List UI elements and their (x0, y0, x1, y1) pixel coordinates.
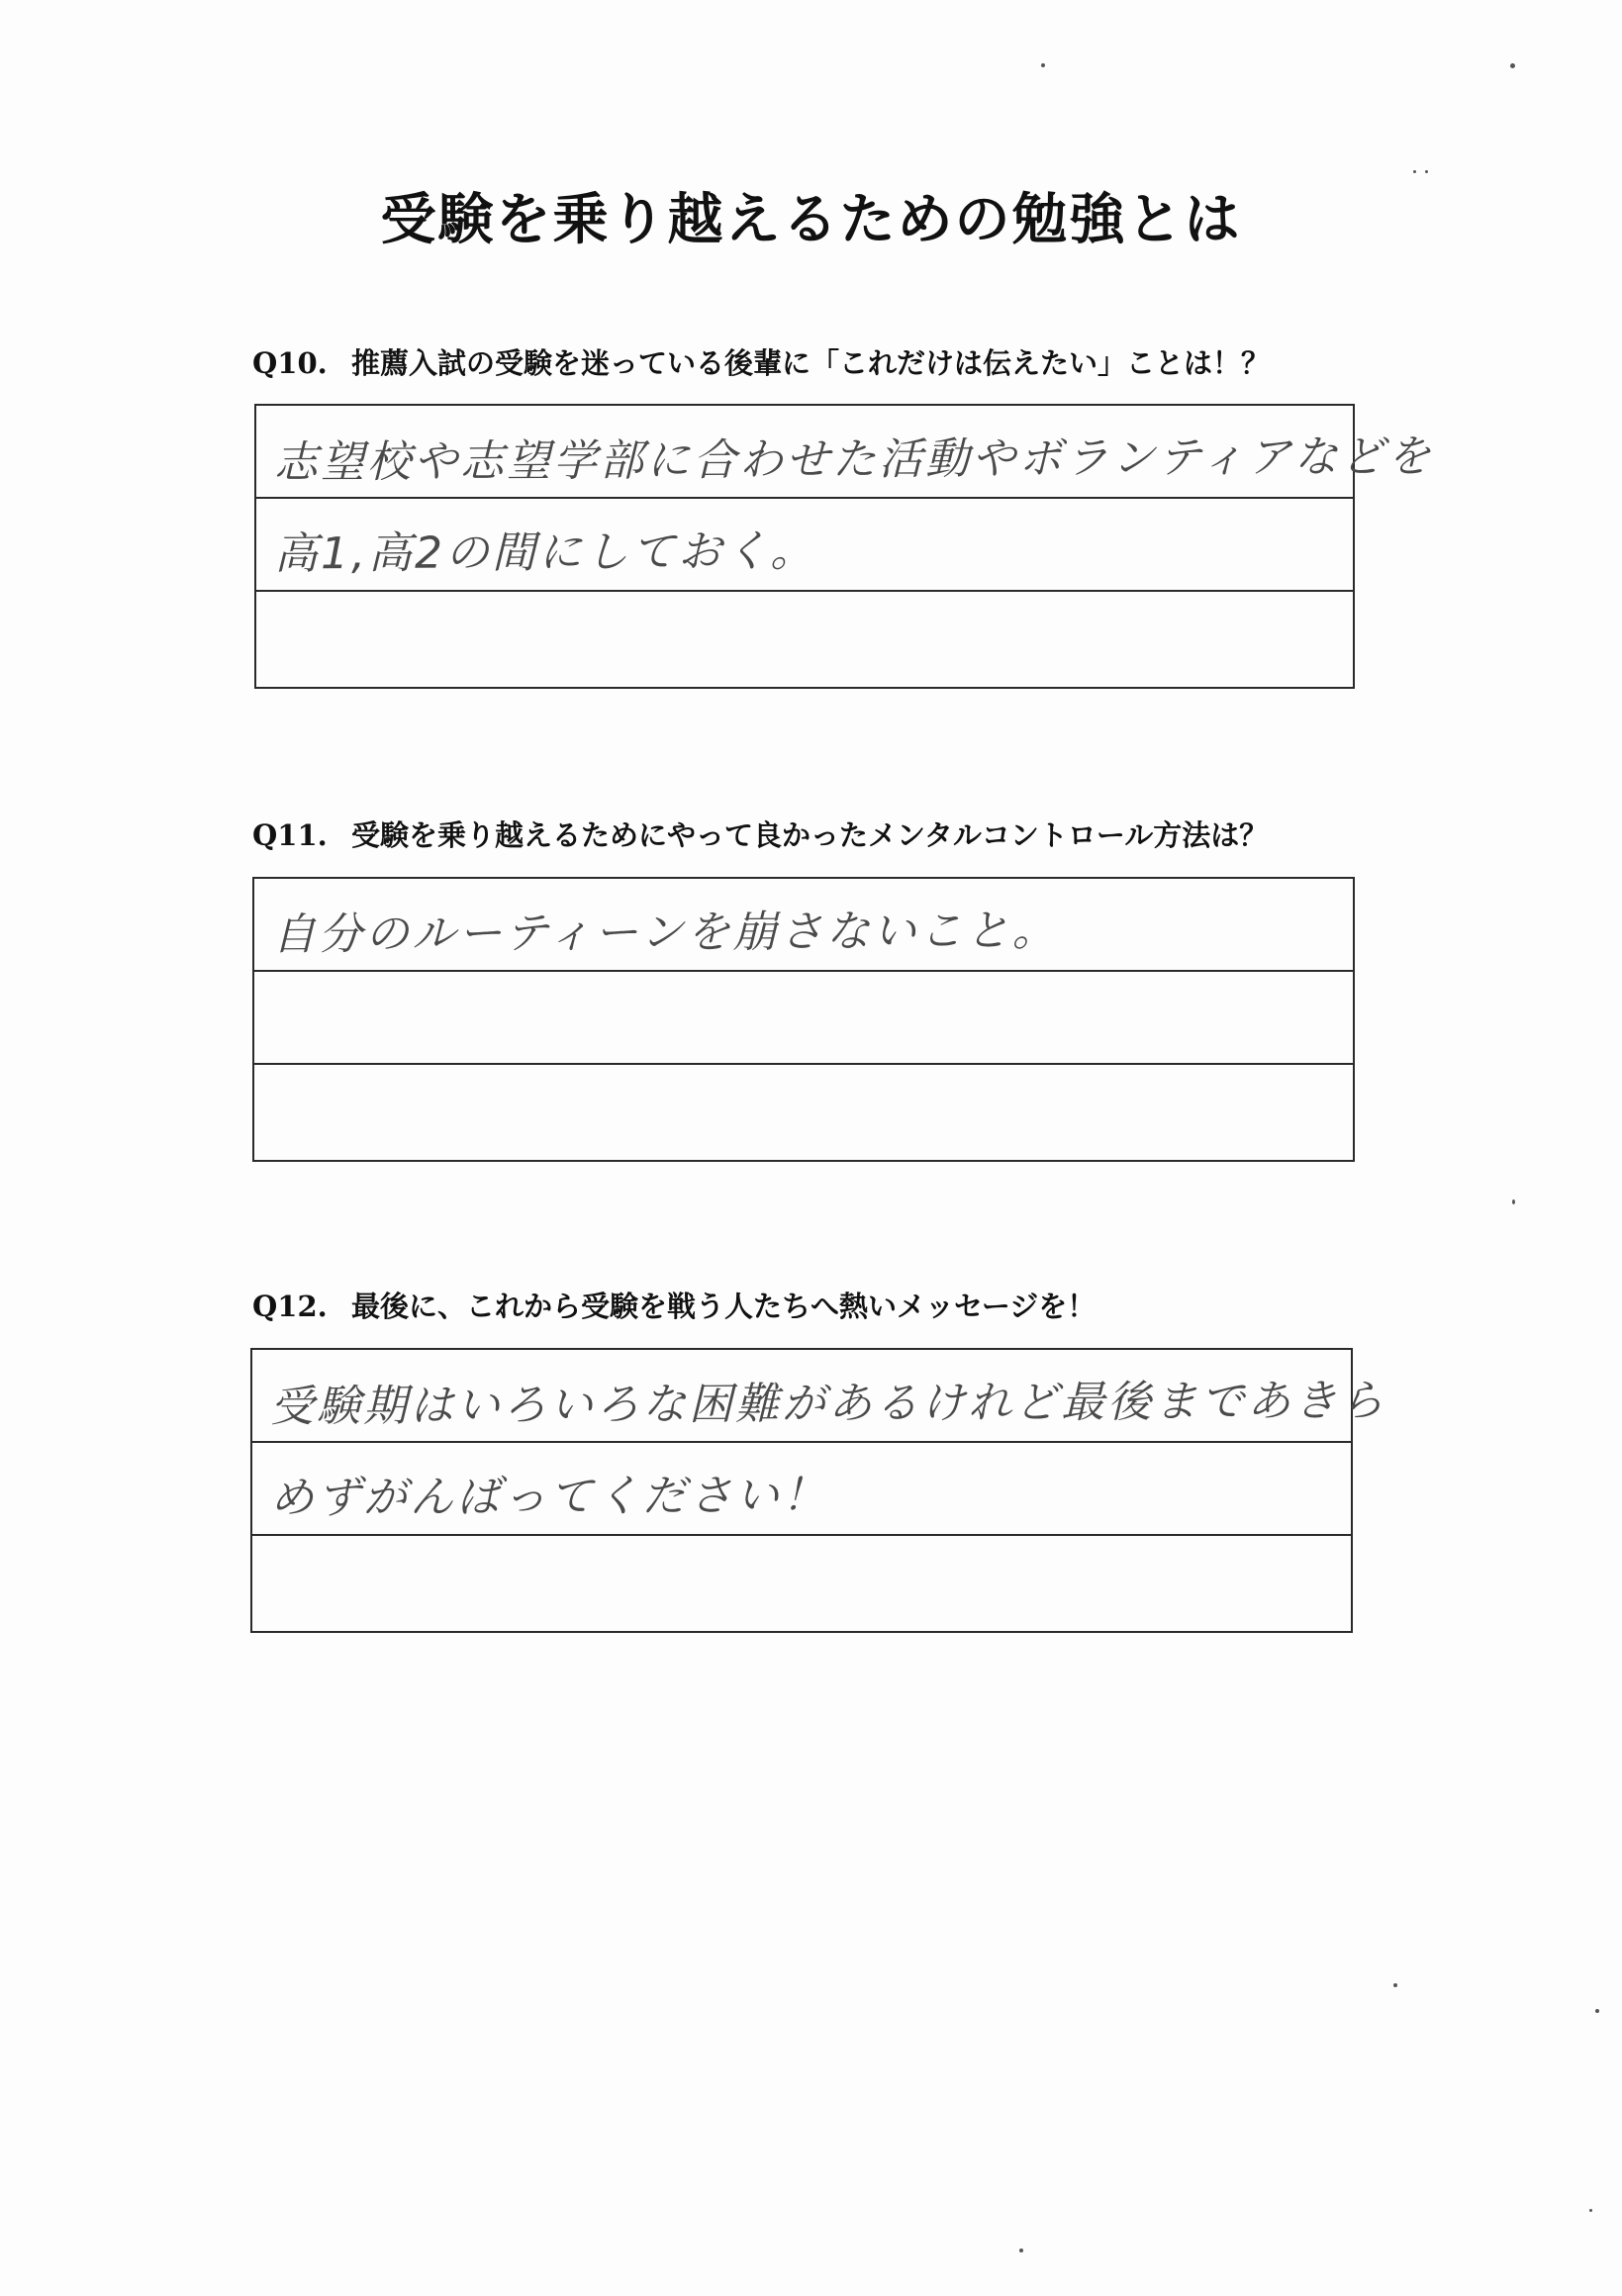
handwritten-answer: 高1,高2の間にしておく。 (273, 526, 817, 580)
question-q10 (252, 341, 1270, 382)
question-q11 (252, 813, 1268, 854)
scan-speck (1393, 1983, 1397, 1987)
answer-line (252, 1536, 1351, 1629)
answer-line (254, 972, 1353, 1065)
handwritten-answer: 志望校や志望学部に合わせた活動やボランティアなどを (273, 430, 1434, 489)
answer-line (252, 1443, 1351, 1536)
question-text: 最後に、これから受験を戦う人たちへ熱いメッセージを！ (351, 1290, 1097, 1323)
question-q12 (252, 1285, 1096, 1325)
question-number: Q11. (252, 818, 328, 852)
answer-box-q12[interactable] (250, 1348, 1387, 1633)
scan-speck (1413, 170, 1416, 173)
answer-box-q11[interactable] (252, 877, 1355, 1162)
answer-line (252, 1350, 1387, 1443)
answer-line (254, 1065, 1353, 1158)
scan-speck (1595, 2009, 1599, 2013)
answer-line (256, 592, 1353, 685)
scan-speck (1019, 2248, 1023, 2252)
answer-line (254, 879, 1353, 972)
answer-box-q10[interactable] (254, 404, 1434, 689)
page-title: 受験を乗り越えるための勉強とは (380, 188, 1242, 252)
scan-speck (1512, 1199, 1515, 1204)
scan-speck (1589, 2209, 1592, 2212)
handwritten-answer: 自分のルーティーンを崩さないこと。 (271, 905, 1059, 961)
handwritten-answer: 受験期はいろいろな困難があるけれど最後まであきら (269, 1376, 1387, 1432)
scan-speck (1041, 63, 1045, 67)
answer-line (256, 406, 1434, 499)
handwritten-answer: めずがんばってください！ (269, 1470, 829, 1524)
scan-speck (1510, 63, 1515, 68)
question-text: 推薦入試の受験を迷っている後輩に「これだけは伝えたい」ことは！？ (351, 346, 1271, 380)
question-text: 受験を乗り越えるためにやって良かったメンタルコントロール方法は？ (351, 818, 1269, 852)
answer-line (256, 499, 1353, 592)
question-number: Q12. (252, 1290, 328, 1323)
question-number: Q10. (252, 346, 328, 380)
scan-speck (1425, 170, 1428, 173)
